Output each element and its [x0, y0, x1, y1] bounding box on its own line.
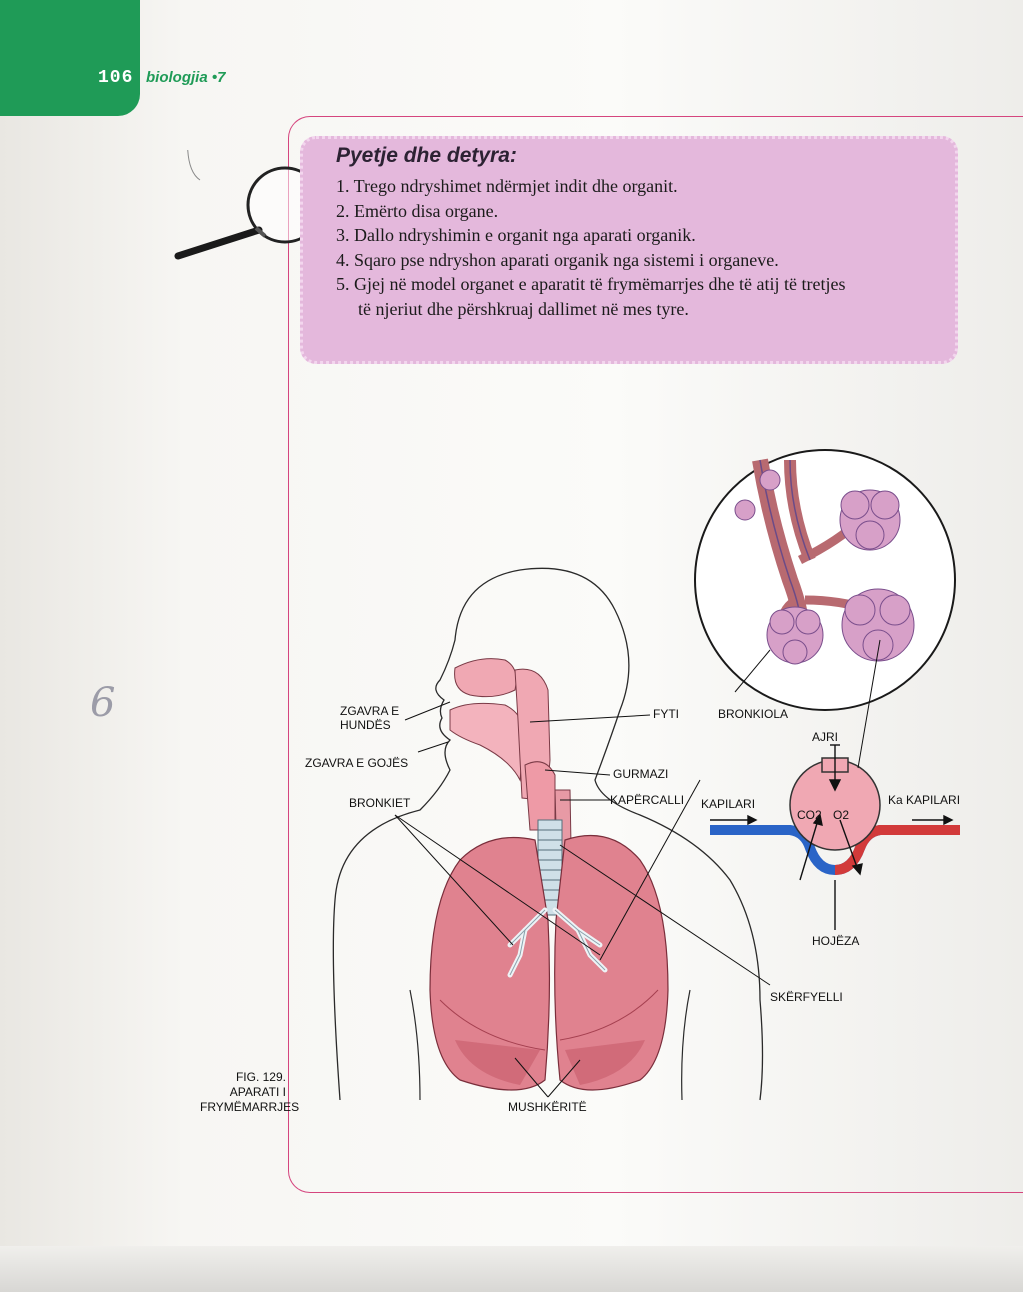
label-co2: CO2	[797, 808, 822, 822]
label-gurmazi: GURMAZI	[613, 767, 669, 781]
label-hojeza: HOJËZA	[812, 934, 860, 948]
label-bronkiola: BRONKIOLA	[718, 707, 789, 721]
page-bottom-edge	[0, 1246, 1023, 1292]
caption-line-2: APARATI I	[229, 1085, 286, 1099]
label-kapercalli: KAPËRCALLI	[610, 793, 685, 807]
figure-caption	[200, 1070, 300, 1115]
question-item-4: 4. Sqaro pse ndryshon aparati organik nga sistemi i organeve.	[336, 249, 779, 270]
question-item-3: 3. Dallo ndryshimin e organit nga aparati organik.	[336, 225, 696, 245]
handwritten-number: 6	[90, 680, 116, 726]
caption-line-1: FIG. 129.	[235, 1070, 286, 1084]
label-zgavra-hundes-2: HUNDËS	[340, 718, 391, 732]
questions-title: Pyetje dhe detyra:	[336, 144, 517, 167]
caption-line-3: FRYMËMARRJES	[200, 1100, 300, 1114]
label-o2: O2	[833, 808, 850, 822]
page-number: 106	[98, 68, 134, 88]
label-skerfyelli: SKËRFYELLI	[770, 990, 843, 1004]
label-bronkiet: BRONKIET	[349, 796, 411, 810]
label-ajri: AJRI	[812, 730, 839, 744]
label-mushkerite: MUSHKËRITË	[508, 1100, 587, 1114]
question-item-5-continued: të njeriut dhe përshkruaj dallimet në mes tyre.	[358, 298, 689, 319]
question-item-5: 5. Gjej në model organet e aparatit të frymëmarrjes dhe të atij të tretjes	[336, 274, 846, 294]
label-fyti: FYTI	[653, 707, 679, 721]
label-ka-kapilari: Ka KAPILARI	[888, 793, 961, 807]
bronchiole-magnified	[695, 450, 955, 710]
label-zgavra-gojes: ZGAVRA E GOJËS	[305, 756, 409, 770]
question-item-1: 1. Trego ndryshimet ndërmjet indit dhe organit.	[336, 176, 678, 196]
question-item-2: 2. Emërto disa organe.	[336, 200, 499, 221]
label-kapilari: KAPILARI	[701, 797, 756, 811]
label-zgavra-hundes-1: ZGAVRA E	[340, 704, 400, 718]
book-title: biologjia •7	[146, 69, 226, 86]
